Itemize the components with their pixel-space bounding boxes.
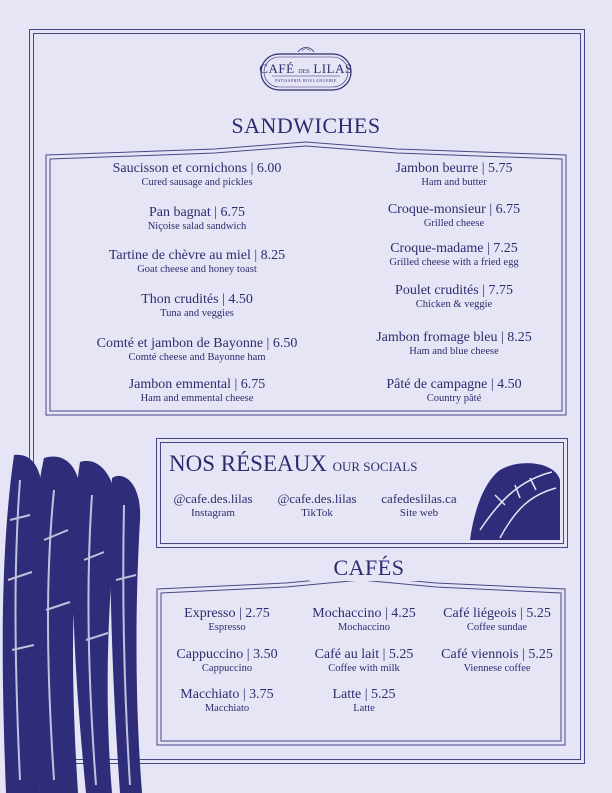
menu-item	[296, 606, 432, 633]
menu-item	[346, 161, 562, 188]
item-name: Poulet crudités | 7.75	[395, 283, 513, 298]
item-description: Coffee with milk	[328, 663, 400, 674]
item-description: Comté cheese and Bayonne ham	[128, 352, 266, 363]
item-name: Saucisson et cornichons | 6.00	[112, 161, 282, 176]
item-name: Jambon beurre | 5.75	[395, 161, 513, 176]
menu-item	[48, 161, 346, 188]
item-name: Comté et jambon de Bayonne | 6.50	[96, 336, 298, 351]
menu-item	[48, 292, 346, 319]
item-name: Expresso | 2.75	[184, 606, 270, 621]
menu-item	[296, 687, 432, 714]
item-name: Tartine de chèvre au miel | 8.25	[108, 248, 286, 263]
item-name: Mochaccino | 4.25	[312, 606, 416, 621]
item-name: Croque-monsieur | 6.75	[387, 202, 521, 217]
menu-item	[48, 377, 346, 404]
social-handle[interactable]: cafedeslilas.ca	[381, 491, 457, 506]
social-platform: Instagram	[191, 507, 235, 519]
item-name: Croque-madame | 7.25	[390, 241, 518, 256]
social-handle[interactable]: @cafe.des.lilas	[277, 491, 357, 506]
item-description: Latte	[353, 703, 375, 714]
menu-item	[346, 241, 562, 268]
sandwiches-title: SANDWICHES	[216, 113, 396, 139]
item-name: Café viennois | 5.25	[441, 647, 553, 662]
social-platform: TikTok	[301, 507, 333, 519]
social-link[interactable]	[370, 491, 468, 519]
item-description: Niçoise salad sandwich	[147, 221, 247, 232]
item-name: Pan bagnat | 6.75	[148, 205, 246, 220]
cafe-logo	[258, 42, 354, 100]
item-description: Chicken & veggie	[415, 299, 493, 310]
item-name: Thon crudités | 4.50	[141, 292, 253, 307]
item-description: Cappuccino	[201, 663, 253, 674]
menu-item	[162, 647, 292, 674]
item-description: Ham and butter	[421, 177, 487, 188]
item-description: Grilled cheese with a fried egg	[389, 257, 519, 268]
item-description: Coffee sundae	[466, 622, 528, 633]
menu-item	[296, 647, 432, 674]
social-link[interactable]	[268, 491, 366, 519]
menu-item	[162, 687, 292, 714]
item-description: Ham and emmental cheese	[140, 393, 254, 404]
menu-item	[346, 330, 562, 357]
item-name: Latte | 5.25	[332, 687, 396, 702]
logo-tagline: PATISSERIE BOULANGERIE	[275, 78, 337, 83]
item-description: Espresso	[208, 622, 246, 633]
item-description: Goat cheese and honey toast	[137, 264, 257, 275]
item-description: Viennese coffee	[463, 663, 531, 674]
menu-item	[48, 205, 346, 232]
item-description: Tuna and veggies	[160, 308, 234, 319]
social-link[interactable]	[164, 491, 262, 519]
item-name: Jambon emmental | 6.75	[128, 377, 266, 392]
item-description: Country pâté	[426, 393, 482, 404]
menu-item	[430, 647, 564, 674]
item-description: Ham and blue cheese	[409, 346, 499, 357]
item-name: Jambon fromage bleu | 8.25	[376, 330, 532, 345]
item-name: Pâté de campagne | 4.50	[386, 377, 522, 392]
social-handle[interactable]: @cafe.des.lilas	[173, 491, 253, 506]
social-platform: Site web	[399, 507, 439, 519]
item-name: Cappuccino | 3.50	[176, 647, 278, 662]
menu-item	[346, 202, 562, 229]
item-description: Macchiato	[204, 703, 250, 714]
item-name: Café liégeois | 5.25	[443, 606, 551, 621]
item-name: Macchiato | 3.75	[180, 687, 274, 702]
menu-item	[162, 606, 292, 633]
menu-item	[430, 606, 564, 633]
item-name: Café au lait | 5.25	[314, 647, 414, 662]
menu-item	[346, 283, 562, 310]
logo-wordmark: CAFÉ DES LILAS	[259, 61, 353, 76]
menu-item	[48, 336, 346, 363]
menu-item	[346, 377, 562, 404]
socials-title: NOS RÉSEAUX OUR SOCIALS	[169, 451, 418, 476]
menu-item	[48, 248, 346, 275]
item-description: Grilled cheese	[423, 218, 485, 229]
item-description: Cured sausage and pickles	[141, 177, 253, 188]
cafes-title: CAFÉS	[309, 555, 429, 581]
item-description: Mochaccino	[338, 622, 390, 633]
socials-subtitle: OUR SOCIALS	[332, 459, 418, 474]
